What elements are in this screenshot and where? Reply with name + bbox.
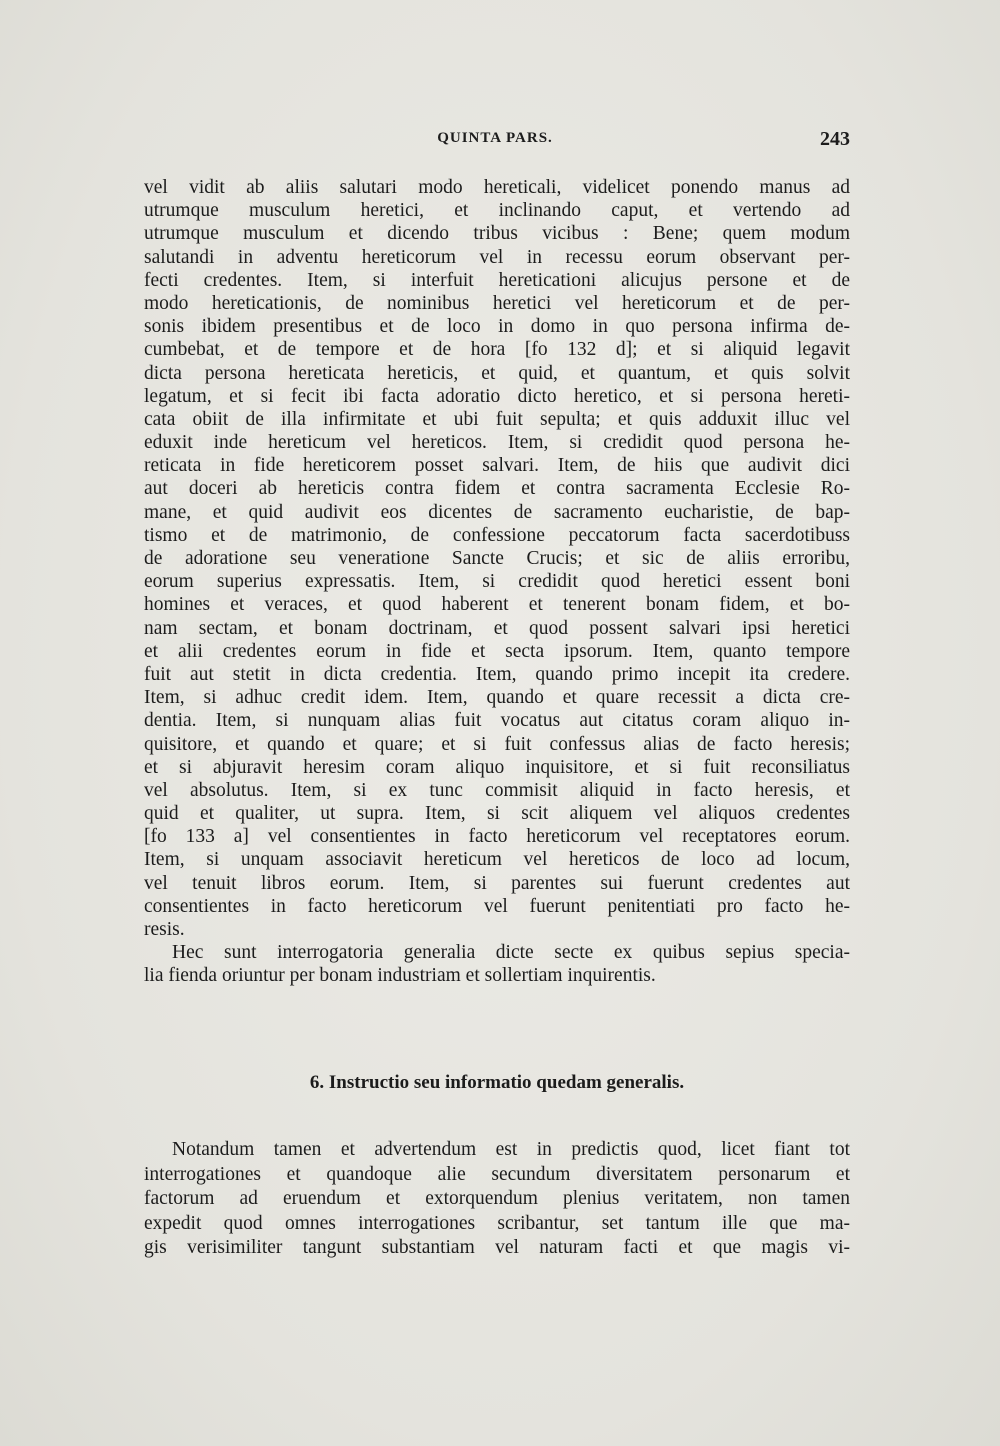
text-line: Notandum tamen et advertendum est in predictis quod, licet fiant tot [172, 1139, 850, 1160]
text-line: eduxit inde hereticum vel hereticos. Item, si credidit quod persona he- [144, 432, 850, 454]
text-line: sonis ibidem presentibus et de loco in domo in quo persona infirma de- [144, 316, 850, 338]
text-line: reticata in fide hereticorem posset salvari. Item, de hiis que audivit dici [144, 455, 850, 477]
text-line: fuit aut stetit in dicta credentia. Item, quando primo incepit ita credere. [144, 663, 850, 685]
text-line: et si abjuravit heresim coram aliquo inquisitore, et si fuit reconsiliatus [144, 756, 850, 778]
running-header [140, 130, 850, 158]
text-line: modo hereticationis, de nominibus heretici vel hereticorum et de per- [144, 292, 850, 314]
text-line: utrumque musculum et dicendo tribus vicibus : Bene; quem modum [144, 223, 850, 245]
running-title: QUINTA PARS. [437, 130, 553, 146]
section-heading: 6. Instructio seu informatio quedam generalis. [309, 1072, 685, 1093]
text-line: expedit quod omnes interrogationes scribantur, set tantum ille que ma- [144, 1212, 850, 1234]
text-line: vel absolutus. Item, si ex tunc commisit aliquid in facto heresis, et [144, 779, 850, 801]
main-paragraph [144, 176, 850, 988]
second-paragraph [144, 1138, 850, 1261]
text-line: nam sectam, et bonam doctrinam, et quod possent salvari ipsi heretici [144, 617, 850, 639]
text-line: dicta persona hereticata hereticis, et quid, et quantum, et quis solvit [144, 362, 850, 384]
text-line: quid et qualiter, ut supra. Item, si scit aliquem vel aliquos credentes [144, 803, 850, 825]
text-line: de adoratione seu veneratione Sancte Crucis; et sic de aliis erroribu, [144, 548, 850, 569]
text-line: gis verisimiliter tangunt substantiam vel naturam facti et que magis vi- [144, 1237, 850, 1258]
text-line: mane, et quid audivit eos dicentes de sacramento eucharistie, de bap- [144, 501, 850, 523]
text-line: quisitore, et quando et quare; et si fuit confessus alias de facto heresis; [144, 733, 850, 755]
text-line: et alii credentes eorum in fide et secta ipsorum. Item, quanto tempore [144, 640, 850, 662]
text-line: lia fienda oriuntur per bonam industriam et sollertiam inquirentis. [144, 965, 656, 987]
text-line: factorum ad eruendum et extorquendum plenius veritatem, non tamen [144, 1188, 850, 1209]
text-line: aut doceri ab hereticis contra fidem et contra sacramenta Ecclesie Ro- [144, 478, 850, 500]
text-line: consentientes in facto hereticorum vel fuerunt penitentiati pro facto he- [144, 895, 850, 917]
text-line: vel tenuit libros eorum. Item, si parentes sui fuerunt credentes aut [144, 872, 850, 894]
text-line: dentia. Item, si nunquam alias fuit vocatus aut citatus coram aliquo in- [144, 710, 850, 732]
text-line: interrogationes et quandoque alie secundum diversitatem personarum et [144, 1163, 850, 1185]
text-line: fecti credentes. Item, si interfuit hereticationi alicujus persone et de [144, 269, 850, 291]
text-line: Hec sunt interrogatoria generalia dicte secte ex quibus sepius specia- [172, 942, 850, 964]
text-line: vel vidit ab aliis salutari modo hereticali, videlicet ponendo manus ad [144, 177, 850, 198]
text-line: eorum superius expressatis. Item, si credidit quod heretici essent boni [144, 571, 850, 593]
text-line: salutandi in adventu hereticorum vel in recessu eorum observant per- [144, 246, 850, 268]
text-line: [fo 133 a] vel consentientes in facto hereticorum vel receptatores eorum. [144, 826, 850, 848]
text-line: cumbebat, et de tempore et de hora [fo 132 d]; et si aliquid legavit [144, 339, 850, 361]
page-number: 243 [820, 128, 850, 150]
text-line: Item, si unquam associavit hereticum vel hereticos de loco ad locum, [144, 849, 850, 871]
text-line: cata obiit de illa infirmitate et ubi fuit sepulta; et quis adduxit illuc vel [144, 408, 850, 430]
text-line: utrumque musculum heretici, et inclinando caput, et vertendo ad [144, 200, 850, 222]
text-line: legatum, et si fecit ibi facta adoratio dicto heretico, et si persona hereti- [144, 385, 850, 407]
text-line: resis. [144, 919, 185, 940]
text-line: Item, si adhuc credit idem. Item, quando et quare recessit a dicta cre- [144, 687, 850, 709]
text-line: tismo et de matrimonio, de confessione peccatorum facta sacerdotibuss [144, 524, 850, 546]
text-line: homines et veraces, et quod haberent et tenerent bonam fidem, et bo- [144, 594, 850, 616]
